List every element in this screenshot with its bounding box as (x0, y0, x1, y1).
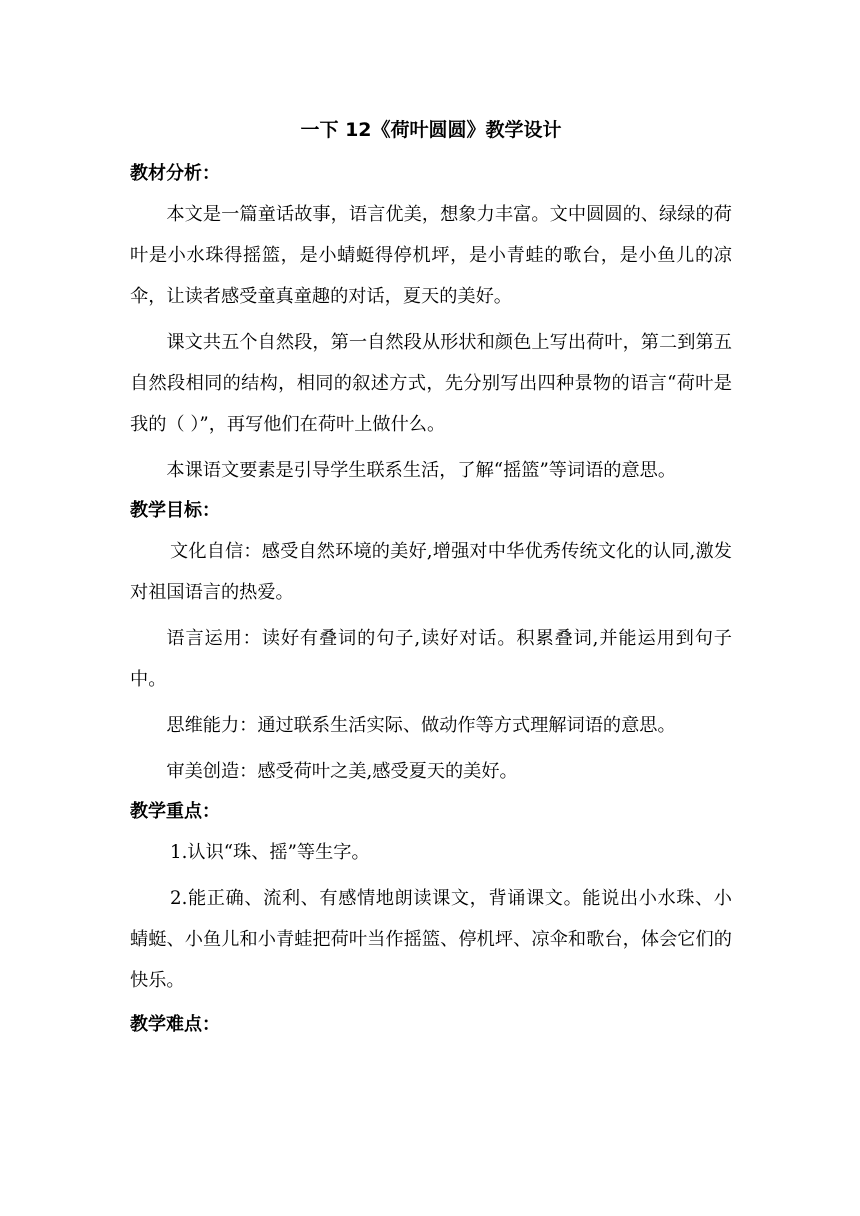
section-heading-analysis: 教材分析： (130, 163, 220, 184)
section-heading-key-points: 教学重点： (130, 801, 220, 822)
goal-paragraph-culture: 文化自信：感受自然环境的美好,增强对中华优秀传统文化的认同,激发对祖国语言的热爱。 (130, 541, 732, 603)
section-difficulties (130, 1005, 732, 1045)
section-heading-goals: 教学目标： (130, 500, 220, 521)
analysis-paragraph-1: 本文是一篇童话故事，语言优美，想象力丰富。文中圆圆的、绿绿的荷叶是小水珠得摇篮，是小蜻蜓得停机坪，是小青蛙的歌台，是小鱼儿的凉伞，让读者感受童真童趣的对话，夏天的美好。 (130, 204, 732, 307)
document-page (130, 110, 732, 1045)
goal-paragraph-thinking: 思维能力：通过联系生活实际、做动作等方式理解词语的意思。 (166, 715, 676, 736)
analysis-paragraph-2: 课文共五个自然段，第一自然段从形状和颜色上写出荷叶，第二到第五自然段相同的结构，相同的叙述方式，先分别写出四种景物的语言“荷叶是我的（ ）”，再写他们在荷叶上做什么。 (130, 332, 732, 435)
section-goals (130, 491, 732, 792)
goal-paragraph-language: 语言运用：读好有叠词的句子,读好对话。积累叠词,并能运用到句子中。 (130, 628, 732, 690)
section-analysis (130, 154, 732, 491)
section-key-points (130, 792, 732, 1001)
key-point-1: 1.认识“珠、摇”等生字。 (170, 842, 370, 863)
goal-paragraph-aesthetics: 审美创造：感受荷叶之美,感受夏天的美好。 (166, 761, 518, 782)
analysis-paragraph-3: 本课语文要素是引导学生联系生活，了解“摇篮”等词语的意思。 (166, 460, 677, 481)
section-heading-difficulties: 教学难点： (130, 1014, 220, 1035)
document-title: 一下 12《荷叶圆圆》教学设计 (300, 119, 562, 141)
key-point-2: 2.能正确、流利、有感情地朗读课文，背诵课文。能说出小水珠、小蜻蜓、小鱼儿和小青蛙把荷叶当作摇篮、停机坪、凉伞和歌台，体会它们的快乐。 (130, 888, 732, 991)
